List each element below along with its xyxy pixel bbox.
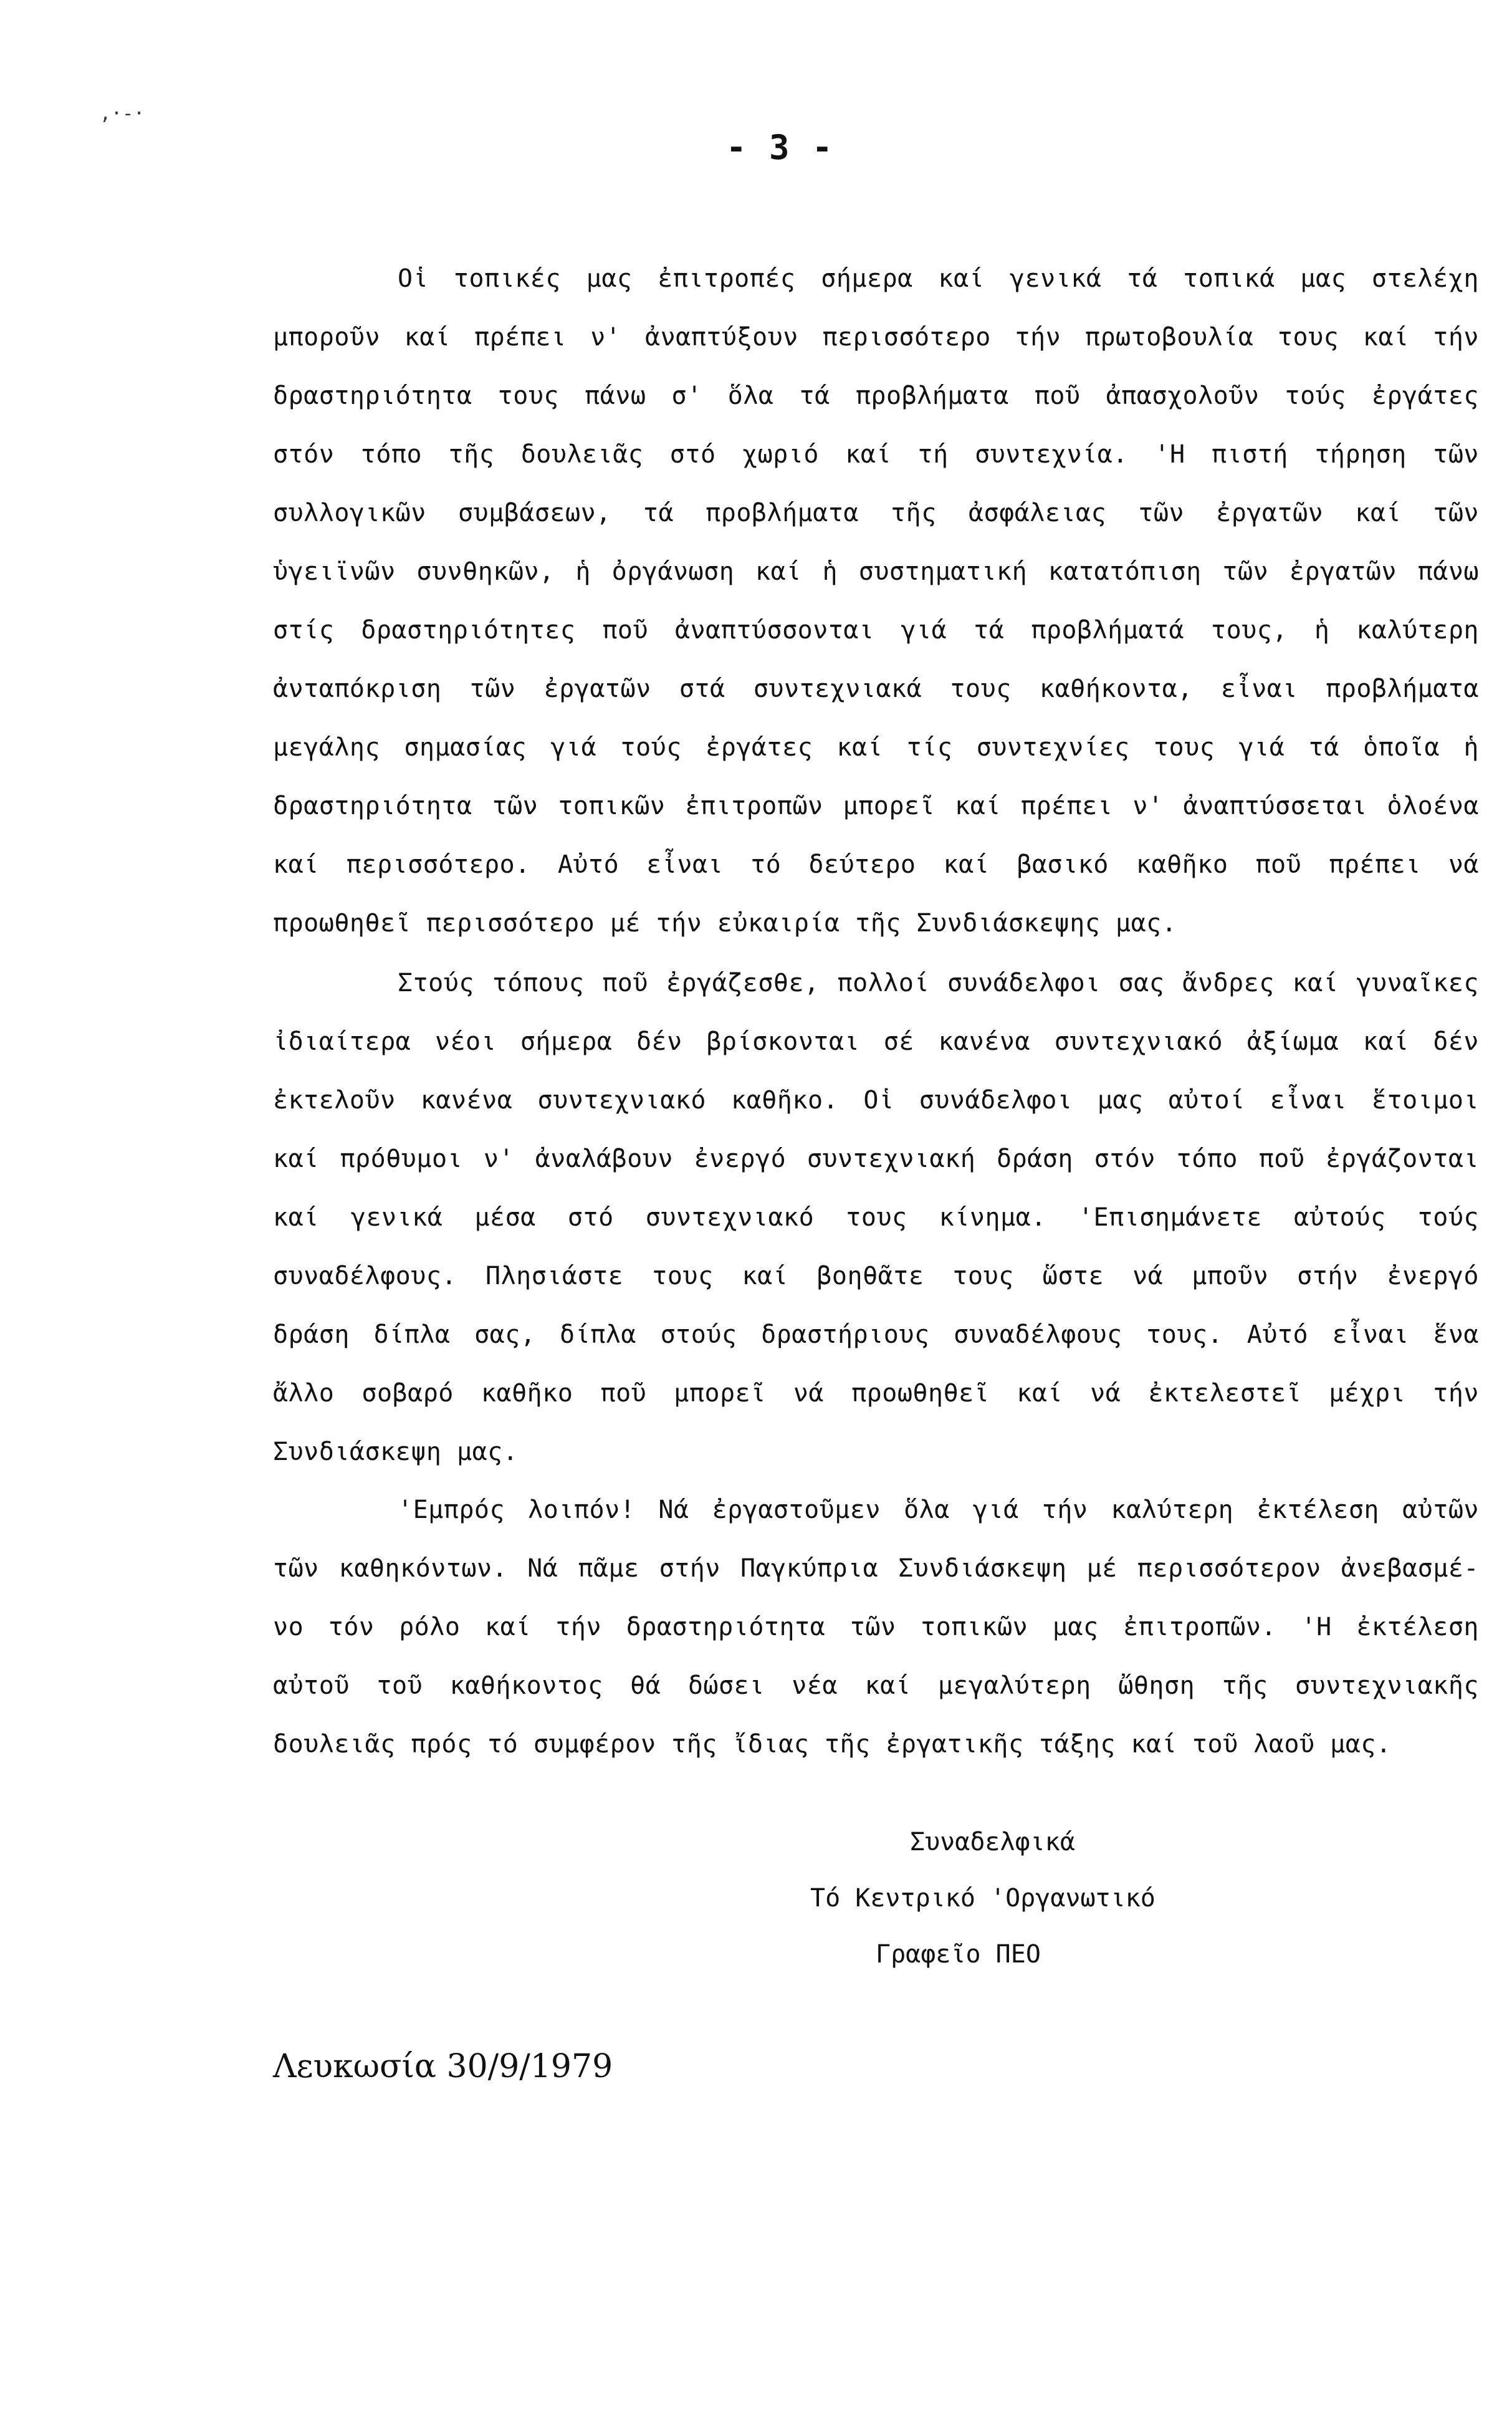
text-line: Συνδιάσκεψη μας.	[273, 1438, 519, 1466]
text-line: συλλογικῶν συμβάσεων, τά προβλήματα τῆς ἀσφάλειας τῶν ἐργατῶν καί τῶν	[273, 499, 1479, 527]
text-line: καί περισσότερο. Αὐτό εἶναι τό δεύτερο καί βασικό καθῆκο ποῦ πρέπει νά	[273, 850, 1479, 879]
signature-office-line-2: Γραφεῖο ΠΕΟ	[876, 1940, 1041, 1969]
text-line: νο τόν ρόλο καί τήν δραστηριότητα τῶν τοπικῶν μας ἐπιτροπῶν. 'Η ἐκτέλεση	[273, 1613, 1479, 1641]
text-line: Οἱ τοπικές μας ἐπιτροπές σήμερα καί γενικά τά τοπικά μας στελέχη	[398, 264, 1479, 293]
text-line: στίς δραστηριότητες ποῦ ἀναπτύσσονται γιά τά προβλήματά τους, ἡ καλύτερη	[273, 616, 1479, 645]
text-line: μεγάλης σημασίας γιά τούς ἐργάτες καί τίς συντεχνίες τους γιά τά ὁποῖα ἡ	[273, 733, 1479, 762]
text-line: στόν τόπο τῆς δουλειᾶς στό χωριό καί τή συντεχνία. 'Η πιστή τήρηση τῶν	[273, 440, 1479, 469]
corner-ink-mark: ,·-·	[100, 103, 145, 125]
text-line: καί γενικά μέσα στό συντεχνιακό τους κίνημα. 'Επισημάνετε αὐτούς τούς	[273, 1203, 1479, 1232]
text-line: ἀνταπόκριση τῶν ἐργατῶν στά συντεχνιακά τους καθήκοντα, εἶναι προβλήματα	[273, 675, 1479, 703]
text-line: Στούς τόπους ποῦ ἐργάζεσθε, πολλοί συνάδελφοι σας ἄνδρες καί γυναῖκες	[398, 969, 1479, 997]
paragraph-1	[273, 249, 1479, 953]
text-line: 'Εμπρός λοιπόν! Νά ἐργαστοῦμεν ὅλα γιά τήν καλύτερη ἐκτέλεση αὐτῶν	[398, 1496, 1479, 1524]
page-number: - 3 -	[726, 128, 834, 167]
text-line: καί πρόθυμοι ν' ἀναλάβουν ἐνεργό συντεχνιακή δράση στόν τόπο ποῦ ἐργάζονται	[273, 1145, 1479, 1173]
text-line: ἄλλο σοβαρό καθῆκο ποῦ μπορεῖ νά προωθηθεῖ καί νά ἐκτελεστεῖ μέχρι τήν	[273, 1379, 1479, 1408]
text-line: συναδέλφους. Πλησιάστε τους καί βοηθᾶτε τους ὥστε νά μποῦν στήν ἐνεργό	[273, 1262, 1479, 1290]
text-line: ἰδιαίτερα νέοι σήμερα δέν βρίσκονται σέ κανένα συντεχνιακό ἀξίωμα καί δέν	[273, 1027, 1479, 1056]
text-line: προωθηθεῖ περισσότερο μέ τήν εὐκαιρία τῆς Συνδιάσκεψης μας.	[273, 909, 1177, 938]
text-line: δράση δίπλα σας, δίπλα στούς δραστήριους συναδέλφους τους. Αὐτό εἶναι ἕνα	[273, 1320, 1479, 1349]
text-line: αὐτοῦ τοῦ καθήκοντος θά δώσει νέα καί μεγαλύτερη ὤθηση τῆς συντεχνιακῆς	[273, 1671, 1479, 1700]
text-line: δραστηριότητα τῶν τοπικῶν ἐπιτροπῶν μπορεῖ καί πρέπει ν' ἀναπτύσσεται ὁλοένα	[273, 792, 1479, 820]
text-line: τῶν καθηκόντων. Νά πᾶμε στήν Παγκύπρια Συνδιάσκεψη μέ περισσότερον ἀνεβασμέ-	[273, 1554, 1479, 1583]
text-line: δραστηριότητα τους πάνω σ' ὅλα τά προβλήματα ποῦ ἀπασχολοῦν τούς ἐργάτες	[273, 382, 1479, 410]
signature-office-line-1: Τό Κεντρικό 'Οργανωτικό	[810, 1884, 1156, 1913]
signature-closing: Συναδελφικά	[910, 1828, 1075, 1856]
paragraph-2	[273, 954, 1479, 1481]
text-line: ἐκτελοῦν κανένα συντεχνιακό καθῆκο. Οἱ συνάδελφοι μας αὐτοί εἶναι ἕτοιμοι	[273, 1086, 1479, 1115]
text-line: ὑγειϊνῶν συνθηκῶν, ἡ ὀργάνωση καί ἡ συστηματική κατατόπιση τῶν ἐργατῶν πάνω	[273, 557, 1479, 586]
date-line: Λευκωσία 30/9/1979	[273, 2048, 613, 2085]
text-line: μποροῦν καί πρέπει ν' ἀναπτύξουν περισσότερο τήν πρωτοβουλία τους καί τήν	[273, 323, 1479, 352]
text-line: δουλειᾶς πρός τό συμφέρον τῆς ἴδιας τῆς ἐργατικῆς τάξης καί τοῦ λαοῦ μας.	[273, 1730, 1392, 1759]
paragraph-3	[273, 1481, 1479, 1774]
